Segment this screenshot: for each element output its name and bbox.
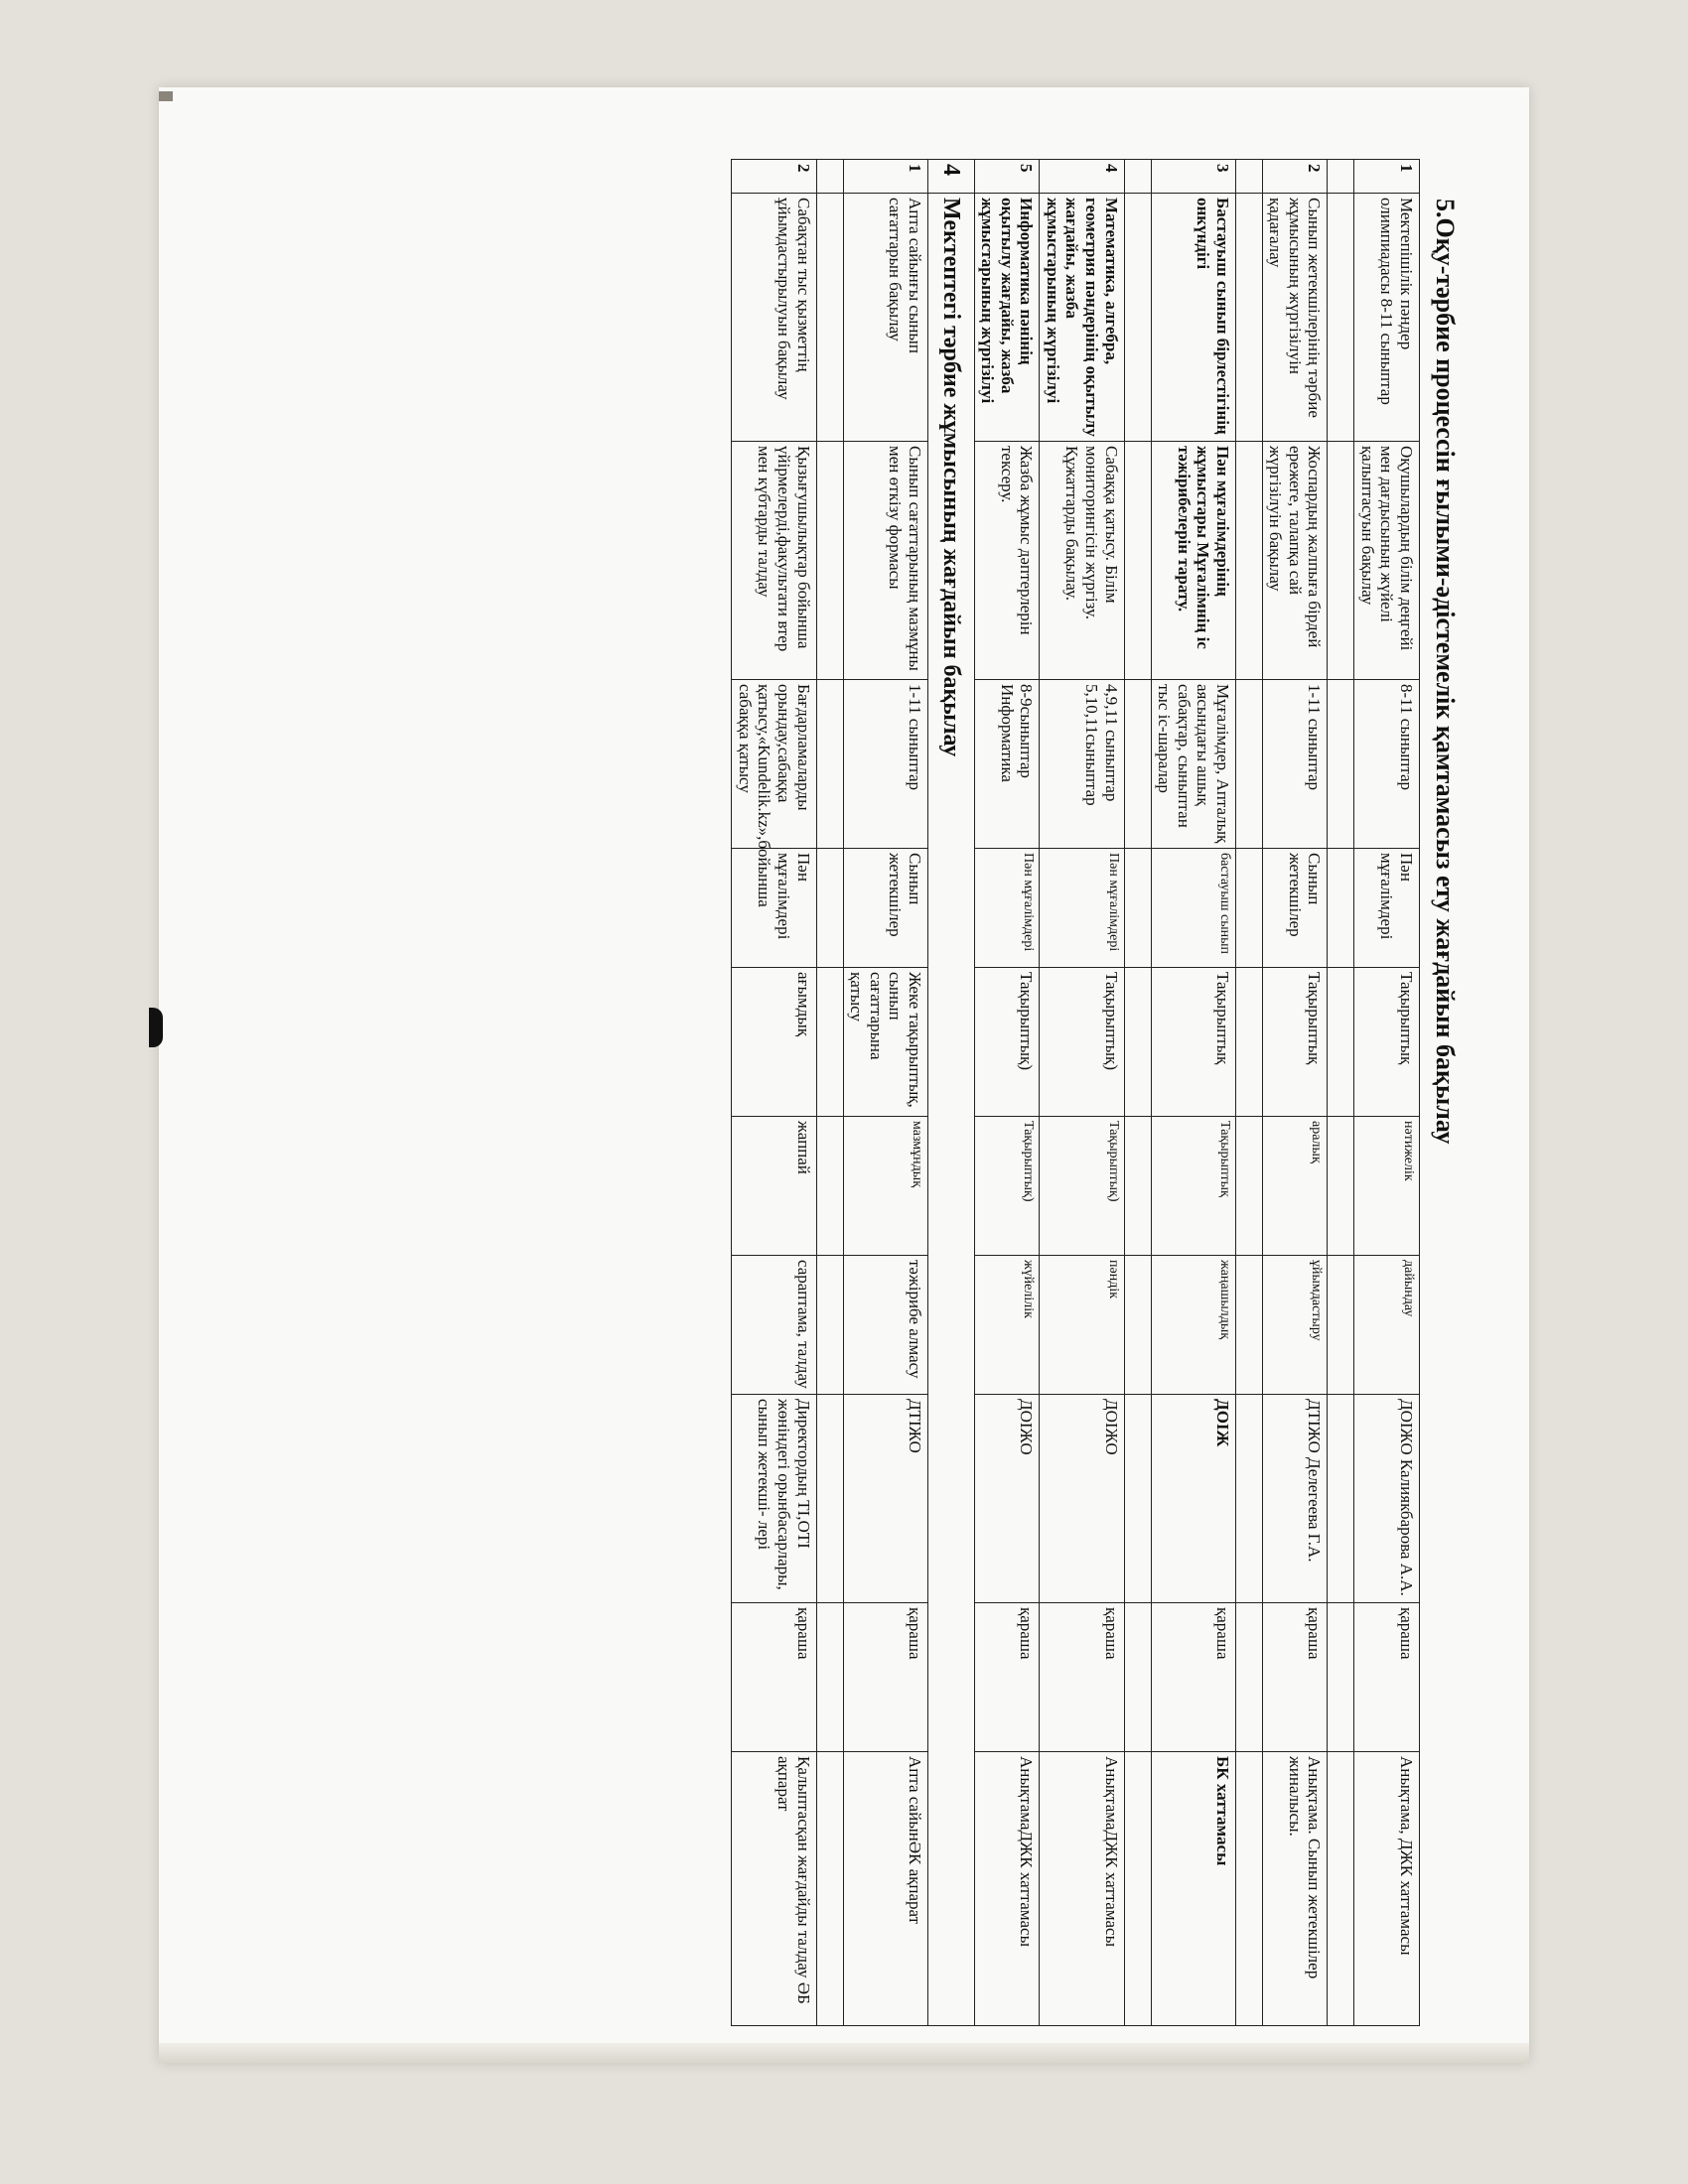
row-number: 1 [843, 160, 927, 194]
control-purpose: Сынып сағаттарының мазмұны мен өткізу формасы [843, 442, 927, 680]
section2-title: Мектептегі тәрбие жұмысының жағдайын бақылау [927, 194, 974, 2026]
control-subject: Сынып жетекшілер [843, 849, 927, 968]
table-row-empty [1124, 160, 1151, 2026]
responsible: ДОІЖ [1151, 1395, 1235, 1603]
table-row [1040, 160, 1124, 2026]
control-object: 4,9,11 сыныптар 5,10,11сыныптар [1040, 680, 1124, 849]
control-object: 1-11 сыныптар [843, 680, 927, 849]
control-method: жаңашылдық [1151, 1256, 1235, 1395]
control-method: пәндік [1040, 1256, 1124, 1395]
row-number: 2 [732, 160, 816, 194]
table-row-empty [816, 160, 843, 2026]
staple-mark [159, 91, 173, 101]
control-purpose: Жазба жұмыс дәптерлерін тексеру. [974, 442, 1040, 680]
deadline: қараша [1151, 1603, 1235, 1752]
control-form: аралық [1262, 1117, 1328, 1256]
control-object: 1-11 сыныптар [1262, 680, 1328, 849]
table-row [974, 160, 1040, 2026]
control-plan-table [731, 159, 1420, 2026]
control-purpose: Оқушылардың білім деңгейі мен дағдысының жүйелі қалыптасуын бақылау [1354, 442, 1420, 680]
binder-hole [149, 1008, 163, 1047]
control-type: ағымдық [732, 968, 816, 1117]
control-object: Мұғалімдер, Апталық аясындағы ашық сабақтар, сыныптан тыс іс-шаралар [1151, 680, 1235, 849]
responsible: Директордың ТІ,ОТІ жөніндегі орынбасарлары, сынып жетекші- лері [732, 1395, 816, 1603]
result-form: Апта сайынӘК ақпарат [843, 1752, 927, 2026]
row-number: 4 [1040, 160, 1124, 194]
section2-number: 4 [927, 160, 974, 194]
table-row-empty [1235, 160, 1262, 2026]
table-row [1151, 160, 1235, 2026]
rotated-document [298, 159, 1470, 2025]
control-topic: Математика, алгебра, геометрия пәндерінің оқытылу жағдайы, жазба жұмыстарының жүргізілуі [1040, 194, 1124, 442]
control-topic: Апта сайынғы сынып сағаттарын бақылау [843, 194, 927, 442]
control-subject: Пән мұғалімдері [732, 849, 816, 968]
control-topic: Бастауыш сынып бірлестігінің онкүндігі [1151, 194, 1235, 442]
control-method: сараптама, талдау [732, 1256, 816, 1395]
row-number: 1 [1354, 160, 1420, 194]
control-method: ұйымдастыру [1262, 1256, 1328, 1395]
control-form: Тақырыптық [1151, 1117, 1235, 1256]
control-object: Бағдарламаларды орындау,сабаққа қатысу,«Kundelik.kz»,бойынша сабаққа қатысу [732, 680, 816, 849]
control-form: Тақырыптық) [974, 1117, 1040, 1256]
responsible: ДТІЖО Делегеева Г.А. [1262, 1395, 1328, 1603]
control-topic [974, 194, 1040, 442]
control-subject: Пән мұғалімдері [1354, 849, 1420, 968]
control-purpose: Қызығушылықтар бойынша үйірмелерді,факультати втер мен күбтарды талдау [732, 442, 816, 680]
control-purpose: Сабаққа қатысу. Білім мониторингісін жүргізу. Құжаттарды бақылау. [1040, 442, 1124, 680]
control-subject: Сынып жетекшілер [1262, 849, 1328, 968]
control-method: жүйелілік [974, 1256, 1040, 1395]
control-type: Тақырыптық [1354, 968, 1420, 1117]
deadline: қараша [1354, 1603, 1420, 1752]
control-type: Тақырыптық) [974, 968, 1040, 1117]
responsible: ДОІЖО Калиякбарова А.А. [1354, 1395, 1420, 1603]
table-row [732, 160, 816, 2026]
control-object: 8-9сыныптар Информатика [974, 680, 1040, 849]
table-row [843, 160, 927, 2026]
deadline: қараша [1262, 1603, 1328, 1752]
control-method: тәжірибе алмасу [843, 1256, 927, 1395]
deadline: қараша [732, 1603, 816, 1752]
control-subject: Пән мұғалімдері [974, 849, 1040, 968]
deadline: қараша [1040, 1603, 1124, 1752]
control-purpose: Пән мұғалімдерінің жұмыстары Мұғалімнің іс тәжірибелерін тарату. [1151, 442, 1235, 680]
control-subject: Пән мұғалімдері [1040, 849, 1124, 968]
control-topic: Сынып жетекшілерінің тәрбие жұмысының жүргізілуін қадағалау [1262, 194, 1328, 442]
section-title: 5.Оқу-тәрбие процессін ғылыми-әдістемелік қамтамасыз ету жағдайын бақылау [1431, 199, 1460, 1145]
control-type: Тақырыптық) [1040, 968, 1124, 1117]
result-form: БК хаттамасы [1151, 1752, 1235, 2026]
control-type: Жеке тақырыптық, сынып сағаттарына қатысу [843, 968, 927, 1117]
control-method: дайындау [1354, 1256, 1420, 1395]
table-row-empty [1328, 160, 1354, 2026]
control-topic: Сабақтан тыс қызметтің ұйымдастырылуын бақылау [732, 194, 816, 442]
control-form: Тақырыптық) [1040, 1117, 1124, 1256]
row-number: 2 [1262, 160, 1328, 194]
result-form: Анықтама, ДЖК хаттамасы [1354, 1752, 1420, 2026]
deadline: қараша [974, 1603, 1040, 1752]
control-form: мазмұндық [843, 1117, 927, 1256]
table-row [1354, 160, 1420, 2026]
row-number: 3 [1151, 160, 1235, 194]
result-form: Анықтама. Сынып жетекшілер жиналысы. [1262, 1752, 1328, 2026]
control-purpose: Жоспардың жалпыға бірдей ережеге, талапқа сай жүргізілуін бақылау [1262, 442, 1328, 680]
section2-row [927, 160, 974, 2026]
control-topic: Мектепішілік пәндер олимпиадасы 8-11 сыныптар [1354, 194, 1420, 442]
responsible: ДОІЖО [974, 1395, 1040, 1603]
result-form: АнықтамаДЖК хаттамасы [974, 1752, 1040, 2026]
paper-edge [159, 2043, 1529, 2063]
result-form: АнықтамаДЖК хаттамасы [1040, 1752, 1124, 2026]
row-number: 5 [974, 160, 1040, 194]
result-form: Қалыптасқан жағдайды талдау ӘБ ақпарат [732, 1752, 816, 2026]
table-row [1262, 160, 1328, 2026]
responsible: ДТІЖО [843, 1395, 927, 1603]
control-object: 8-11 сыныптар [1354, 680, 1420, 849]
control-subject: бастауыш сынып [1151, 849, 1235, 968]
deadline: қараша [843, 1603, 927, 1752]
control-form: жаппай [732, 1117, 816, 1256]
responsible: ДОІЖО [1040, 1395, 1124, 1603]
control-topic-text: Информатика пәнінің оқытылу жағдайы, жазба жұмыстарының жүргізілуі [978, 198, 1037, 404]
control-form: нәтижелік [1354, 1117, 1420, 1256]
control-type: Тақырыптық [1262, 968, 1328, 1117]
control-type: Тақырыптық [1151, 968, 1235, 1117]
